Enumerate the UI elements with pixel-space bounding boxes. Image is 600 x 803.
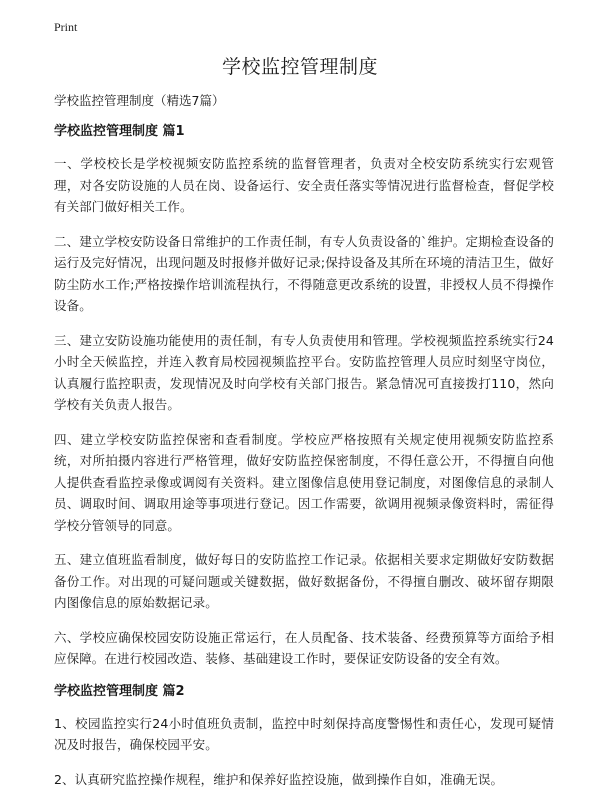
- paragraph: 四、建立学校安防监控保密和查看制度。学校应严格按照有关规定使用视频安防监控系统，对所拍摄内容进行严格管理，做好安防监控保密制度，不得任意公开，不得擅自向他人提供查看监控录像或调阅有关资料。建立图像信息使用登记制度，对图像信息的录制人员、调取时间、调取用途等事项进行登记。因工作需要，欲调用视频录像资料时，需征得学校分管领导的同意。: [54, 431, 554, 533]
- paragraph: 1、校园监控实行24小时值班负责制，监控中时刻保持高度警惕性和责任心，发现可疑情况及时报告，确保校园平安。: [54, 715, 554, 752]
- section-heading: 学校监控管理制度 篇2: [54, 683, 185, 699]
- paragraph: 一、学校校长是学校视频安防监控系统的监督管理者，负责对全校安防系统实行宏观管理，对各安防设施的人员在岗、设备运行、安全责任落实等情况进行监督检查，督促学校有关部门做好相关工作。: [54, 156, 554, 214]
- paragraph: 六、学校应确保校园安防设施正常运行，在人员配备、技术装备、经费预算等方面给予相应保障。在进行校园改造、装修、基础建设工作时，要保证安防设备的安全有效。: [54, 629, 554, 666]
- section-2: [54, 683, 554, 791]
- document-body: [54, 92, 554, 803]
- paragraph: 五、建立值班监看制度，做好每日的安防监控工作记录。依据相关要求定期做好安防数据备份工作。对出现的可疑问题或关键数据，做好数据备份，不得擅自删改、破坏留存期限内图像信息的原始数据记录。: [54, 552, 554, 610]
- print-link[interactable]: Print: [54, 20, 78, 34]
- document-subtitle: 学校监控管理制度（精选7篇）: [54, 93, 225, 108]
- paragraph: 三、建立安防设施功能使用的责任制，有专人负责使用和管理。学校视频监控系统实行24小时全天候监控，并连入教育局校园视频监控平台。安防监控管理人员应时刻坚守岗位，认真履行监控职责，发现情况及时向学校有关部门报告。紧急情况可直接拨打110，然向学校有关负责人报告。: [54, 332, 554, 412]
- page-title: 学校监控管理制度: [221, 56, 378, 78]
- paragraph: 2、认真研究监控操作规程，维护和保养好监控设施，做到操作自如，准确无误。: [54, 771, 504, 787]
- paragraph: 二、建立学校安防设备日常维护的工作责任制，有专人负责设备的`维护。定期检查设备的运行及完好情况，出现问题及时报修并做好记录;保持设备及其所在环境的清洁卫生，做好防尘防水工作;严格按操作培训流程执行，不得随意更改系统的设置，非授权人员不得操作设备。: [54, 233, 554, 313]
- section-heading: 学校监控管理制度 篇1: [54, 124, 185, 139]
- section-1: [54, 123, 554, 670]
